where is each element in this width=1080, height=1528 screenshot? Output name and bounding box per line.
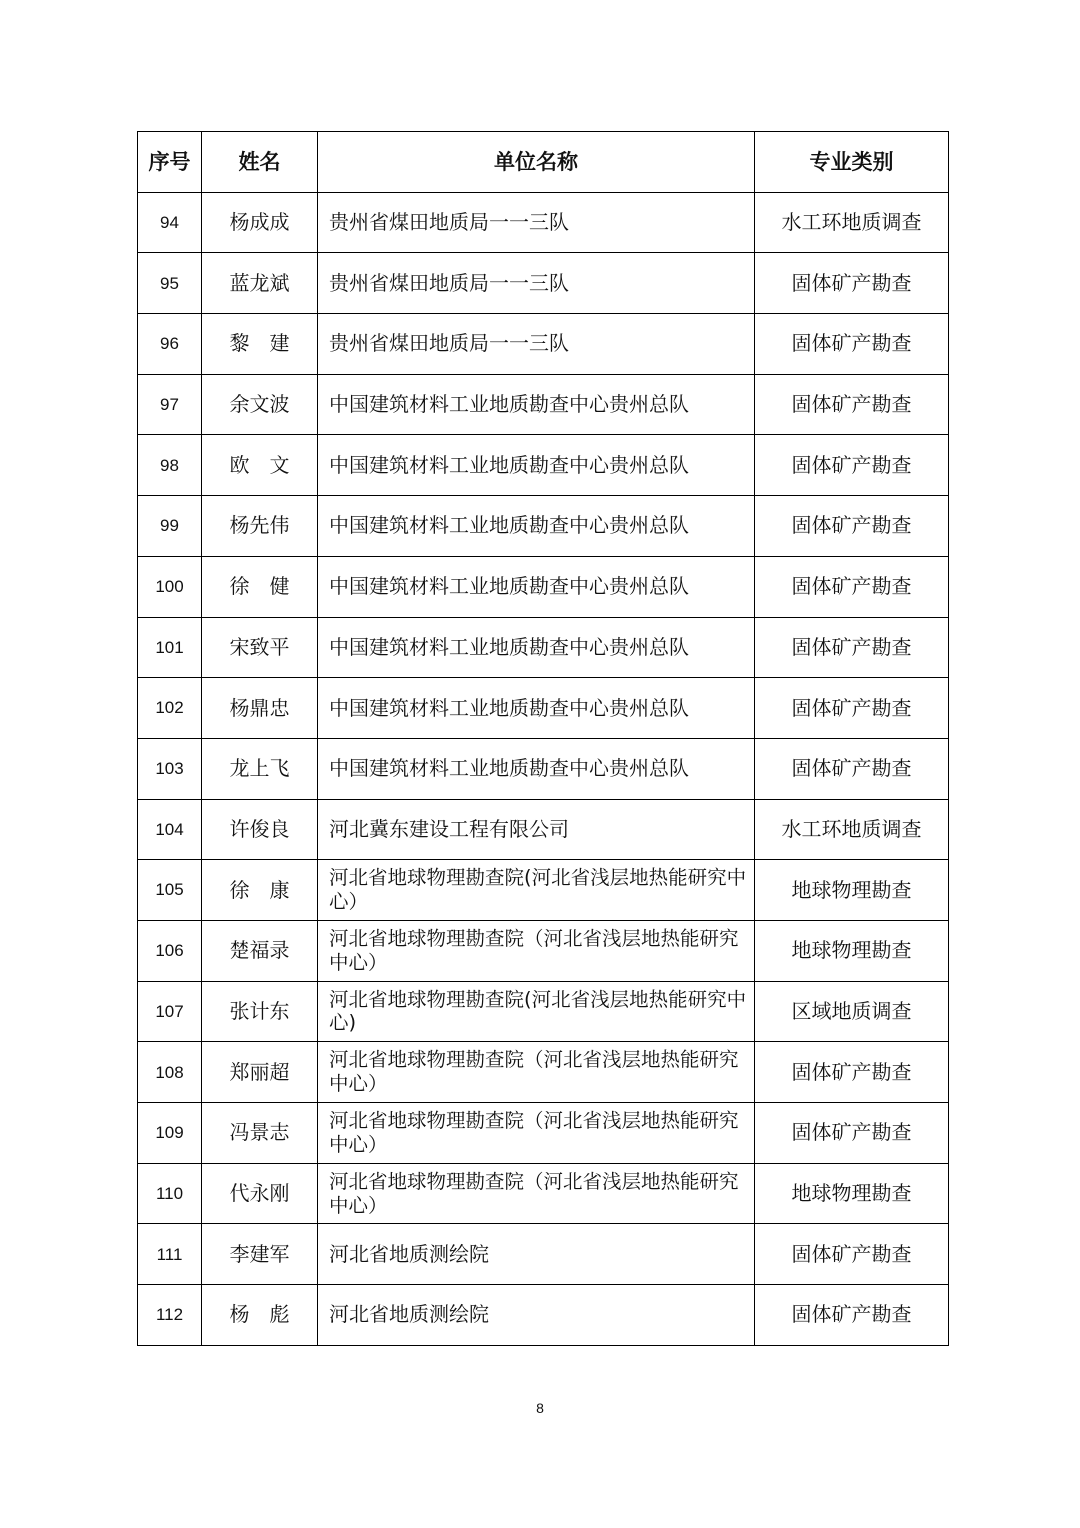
cell-name: 李建军 — [202, 1224, 318, 1285]
cell-category: 固体矿产勘查 — [755, 374, 949, 435]
cell-unit: 贵州省煤田地质局一一三队 — [318, 253, 755, 314]
cell-category: 区域地质调查 — [755, 981, 949, 1042]
cell-category: 地球物理勘查 — [755, 860, 949, 921]
cell-category: 水工环地质调查 — [755, 192, 949, 253]
cell-seq: 100 — [138, 556, 202, 617]
cell-seq: 94 — [138, 192, 202, 253]
cell-name: 蓝龙斌 — [202, 253, 318, 314]
cell-name: 杨先伟 — [202, 496, 318, 557]
cell-unit: 中国建筑材料工业地质勘查中心贵州总队 — [318, 435, 755, 496]
cell-seq: 112 — [138, 1285, 202, 1346]
table-row — [138, 860, 949, 921]
cell-seq: 108 — [138, 1042, 202, 1103]
table-row — [138, 1042, 949, 1103]
cell-category: 固体矿产勘查 — [755, 1042, 949, 1103]
cell-unit: 河北省地球物理勘查院（河北省浅层地热能研究中心） — [318, 1163, 755, 1224]
cell-name: 徐 康 — [202, 860, 318, 921]
cell-category: 固体矿产勘查 — [755, 556, 949, 617]
cell-name: 龙上飞 — [202, 738, 318, 799]
cell-category: 固体矿产勘查 — [755, 253, 949, 314]
cell-name: 宋致平 — [202, 617, 318, 678]
cell-seq: 96 — [138, 314, 202, 375]
cell-category: 固体矿产勘查 — [755, 435, 949, 496]
roster-table — [137, 131, 949, 1346]
cell-category: 固体矿产勘查 — [755, 1285, 949, 1346]
cell-name: 许俊良 — [202, 799, 318, 860]
cell-seq: 98 — [138, 435, 202, 496]
cell-unit: 中国建筑材料工业地质勘查中心贵州总队 — [318, 738, 755, 799]
cell-name: 冯景志 — [202, 1103, 318, 1164]
table-row — [138, 1103, 949, 1164]
cell-seq: 102 — [138, 678, 202, 739]
cell-category: 水工环地质调查 — [755, 799, 949, 860]
cell-category: 固体矿产勘查 — [755, 617, 949, 678]
table-row — [138, 253, 949, 314]
cell-name: 黎 建 — [202, 314, 318, 375]
table-row — [138, 799, 949, 860]
cell-seq: 99 — [138, 496, 202, 557]
table-row — [138, 1285, 949, 1346]
cell-name: 杨鼎忠 — [202, 678, 318, 739]
cell-name: 郑丽超 — [202, 1042, 318, 1103]
cell-seq: 110 — [138, 1163, 202, 1224]
cell-name: 杨成成 — [202, 192, 318, 253]
cell-category: 固体矿产勘查 — [755, 738, 949, 799]
cell-name: 张计东 — [202, 981, 318, 1042]
table-row — [138, 374, 949, 435]
cell-category: 固体矿产勘查 — [755, 678, 949, 739]
cell-name: 余文波 — [202, 374, 318, 435]
cell-seq: 103 — [138, 738, 202, 799]
table-row — [138, 678, 949, 739]
cell-category: 地球物理勘查 — [755, 920, 949, 981]
cell-unit: 河北省地球物理勘查院（河北省浅层地热能研究中心） — [318, 1042, 755, 1103]
cell-unit: 中国建筑材料工业地质勘查中心贵州总队 — [318, 678, 755, 739]
cell-name: 杨 彪 — [202, 1285, 318, 1346]
cell-name: 徐 健 — [202, 556, 318, 617]
cell-unit: 河北省地球物理勘查院(河北省浅层地热能研究中心) — [318, 981, 755, 1042]
cell-seq: 106 — [138, 920, 202, 981]
cell-category: 固体矿产勘查 — [755, 1103, 949, 1164]
cell-unit: 中国建筑材料工业地质勘查中心贵州总队 — [318, 496, 755, 557]
cell-unit: 中国建筑材料工业地质勘查中心贵州总队 — [318, 556, 755, 617]
cell-category: 地球物理勘查 — [755, 1163, 949, 1224]
cell-seq: 105 — [138, 860, 202, 921]
cell-category: 固体矿产勘查 — [755, 314, 949, 375]
header-seq: 序号 — [138, 132, 202, 193]
table-row — [138, 1163, 949, 1224]
table-row — [138, 556, 949, 617]
cell-unit: 河北冀东建设工程有限公司 — [318, 799, 755, 860]
cell-name: 欧 文 — [202, 435, 318, 496]
cell-unit: 河北省地质测绘院 — [318, 1285, 755, 1346]
header-category: 专业类别 — [755, 132, 949, 193]
cell-category: 固体矿产勘查 — [755, 1224, 949, 1285]
cell-name: 代永刚 — [202, 1163, 318, 1224]
cell-unit: 中国建筑材料工业地质勘查中心贵州总队 — [318, 617, 755, 678]
table-header-row — [138, 132, 949, 193]
cell-unit: 贵州省煤田地质局一一三队 — [318, 192, 755, 253]
table-row — [138, 617, 949, 678]
cell-unit: 贵州省煤田地质局一一三队 — [318, 314, 755, 375]
cell-unit: 河北省地球物理勘查院（河北省浅层地热能研究中心） — [318, 920, 755, 981]
table-row — [138, 496, 949, 557]
table-row — [138, 981, 949, 1042]
cell-seq: 97 — [138, 374, 202, 435]
cell-seq: 104 — [138, 799, 202, 860]
table-row — [138, 435, 949, 496]
table-row — [138, 314, 949, 375]
table-row — [138, 920, 949, 981]
header-unit: 单位名称 — [318, 132, 755, 193]
cell-unit: 河北省地球物理勘查院（河北省浅层地热能研究中心） — [318, 1103, 755, 1164]
cell-name: 楚福录 — [202, 920, 318, 981]
table-row — [138, 1224, 949, 1285]
cell-seq: 95 — [138, 253, 202, 314]
header-name: 姓名 — [202, 132, 318, 193]
cell-seq: 101 — [138, 617, 202, 678]
table-row — [138, 738, 949, 799]
table-body — [138, 192, 949, 1345]
page-number: 8 — [536, 1400, 544, 1416]
cell-unit: 河北省地质测绘院 — [318, 1224, 755, 1285]
table-row — [138, 192, 949, 253]
cell-seq: 109 — [138, 1103, 202, 1164]
cell-seq: 111 — [138, 1224, 202, 1285]
cell-seq: 107 — [138, 981, 202, 1042]
cell-category: 固体矿产勘查 — [755, 496, 949, 557]
cell-unit: 中国建筑材料工业地质勘查中心贵州总队 — [318, 374, 755, 435]
cell-unit: 河北省地球物理勘查院(河北省浅层地热能研究中心） — [318, 860, 755, 921]
